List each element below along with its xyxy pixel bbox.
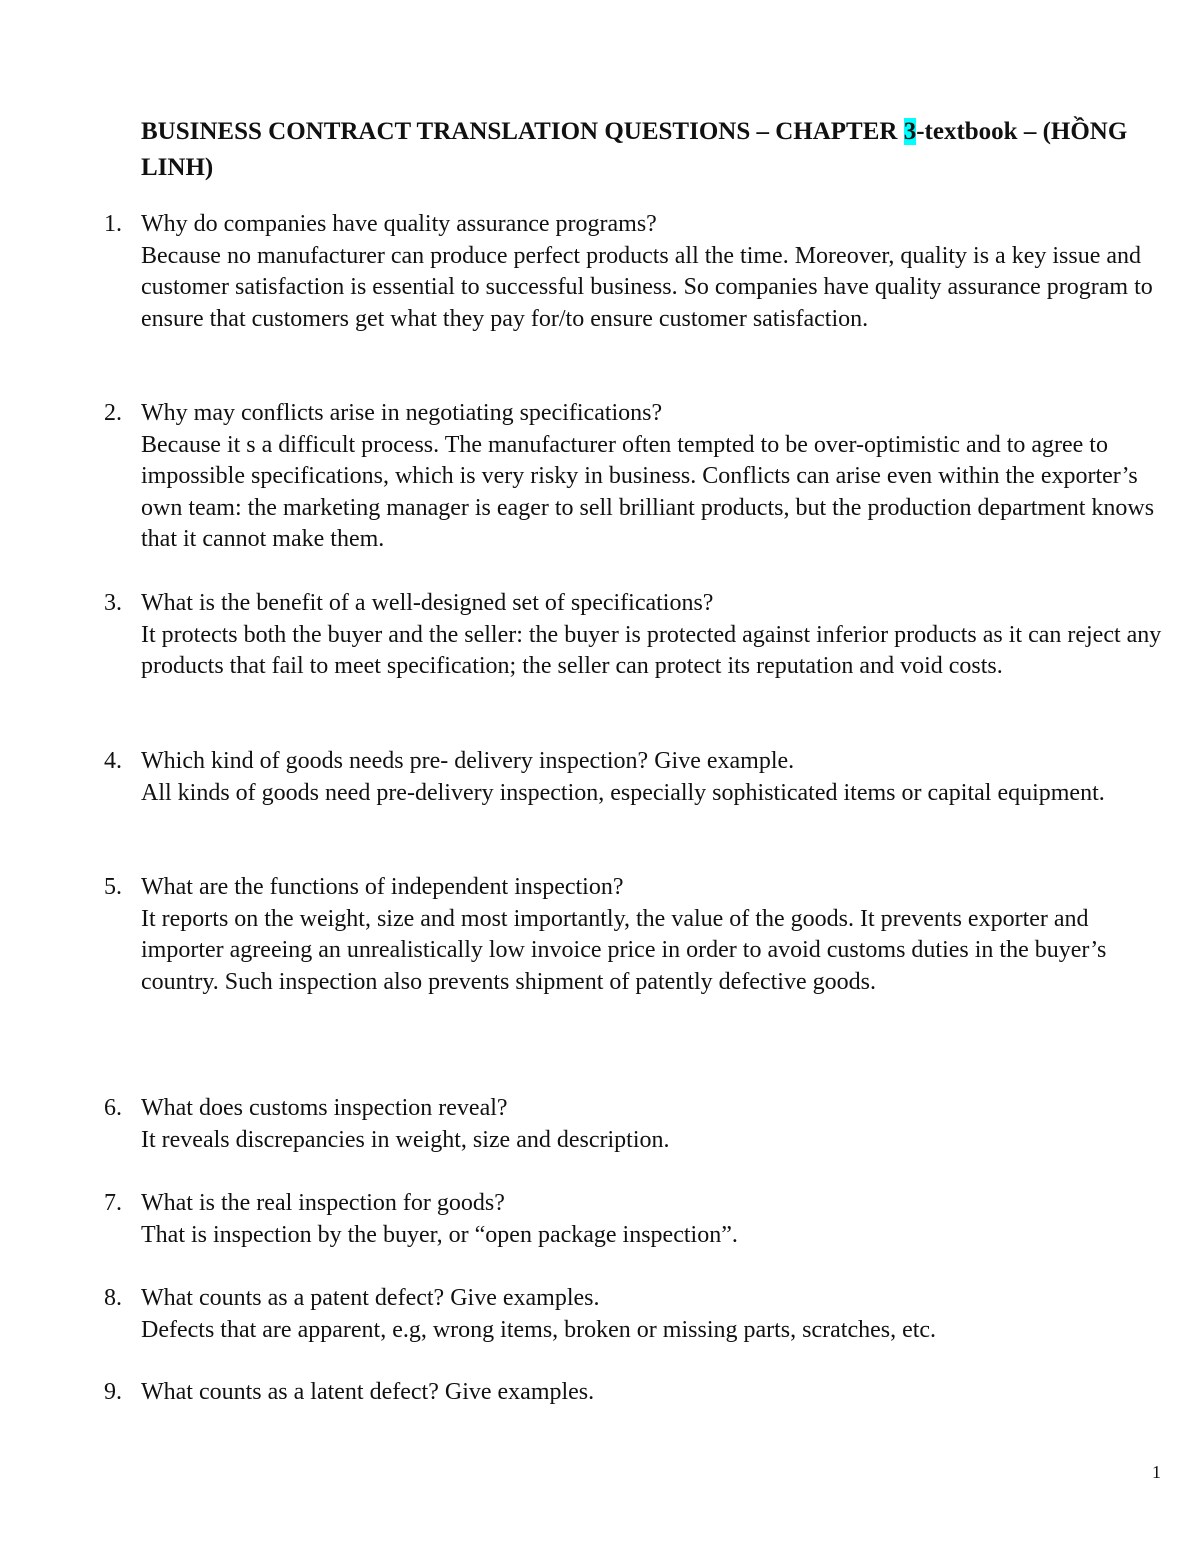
question-text: Why may conflicts arise in negotiating specifications? [141, 400, 663, 426]
list-item-question-2 [104, 398, 1174, 556]
question-text: What is the benefit of a well-designed set of specifications? [141, 590, 714, 616]
title-highlight: 3 [903, 118, 917, 145]
answer-text: Defects that are apparent, e.g, wrong items, broken or missing parts, scratches, etc. [141, 1316, 937, 1343]
title-text-start: BUSINESS CONTRACT TRANSLATION QUESTIONS – CHAPTER [141, 118, 904, 145]
answer-text: All kinds of goods need pre-delivery inspection, especially sophisticated items or capital equipment. [141, 779, 1105, 806]
list-item-question-6 [104, 1093, 1174, 1156]
question-number: 2. [104, 400, 122, 426]
list-item-question-4 [104, 746, 1174, 809]
answer-text: That is inspection by the buyer, or “open package inspection”. [141, 1221, 738, 1248]
question-text: Why do companies have quality assurance programs? [141, 211, 657, 237]
answer-text: Because no manufacturer can produce perfect products all the time. Moreover, quality is a key issue and customer satisfaction is essential to successful business. So companies have quality assurance program to ensure that customers get what they pay for/to ensure customer satisfaction. [141, 242, 1153, 332]
question-text: What counts as a patent defect? Give examples. [141, 1285, 600, 1311]
list-item-question-7 [104, 1188, 1174, 1251]
answer-text: It reports on the weight, size and most importantly, the value of the goods. It prevents exporter and importer agreeing an unrealistically low invoice price in order to avoid customs duties in the buyer’s country. Such inspection also prevents shipment of patently defective goods. [141, 905, 1107, 995]
question-number: 6. [104, 1095, 122, 1121]
question-text: What are the functions of independent inspection? [141, 874, 624, 900]
question-text: What does customs inspection reveal? [141, 1095, 508, 1121]
answer-text: It reveals discrepancies in weight, size and description. [141, 1126, 670, 1153]
document-title [141, 114, 1141, 186]
page-number: 1 [1152, 1462, 1161, 1482]
answer-text: Because it s a difficult process. The manufacturer often tempted to be over-optimistic and to agree to impossible specifications, which is very risky in business. Conflicts can arise even within the exporter’s own team: the marketing manager is eager to sell brilliant products, but the production department knows that it cannot make them. [141, 431, 1155, 553]
question-text: What counts as a latent defect? Give examples. [141, 1379, 595, 1405]
question-number: 4. [104, 748, 122, 774]
question-number: 1. [104, 211, 122, 237]
question-text: Which kind of goods needs pre- delivery inspection? Give example. [141, 748, 795, 774]
answer-text: It protects both the buyer and the seller: the buyer is protected against inferior products as it can reject any products that fail to meet specification; the seller can protect its reputation and void costs. [141, 621, 1162, 680]
question-number: 5. [104, 874, 122, 900]
list-item-question-3 [104, 588, 1174, 683]
question-text: What is the real inspection for goods? [141, 1190, 505, 1216]
list-item-question-9 [104, 1377, 1174, 1409]
list-item-question-8 [104, 1283, 1174, 1346]
question-number: 3. [104, 590, 122, 616]
question-number: 8. [104, 1285, 122, 1311]
list-item-question-1 [104, 209, 1174, 335]
question-number: 7. [104, 1190, 122, 1216]
question-number: 9. [104, 1379, 122, 1405]
title-text-end: -textbook – (HỒNG LINH) [141, 118, 1128, 181]
list-item-question-5 [104, 872, 1174, 998]
